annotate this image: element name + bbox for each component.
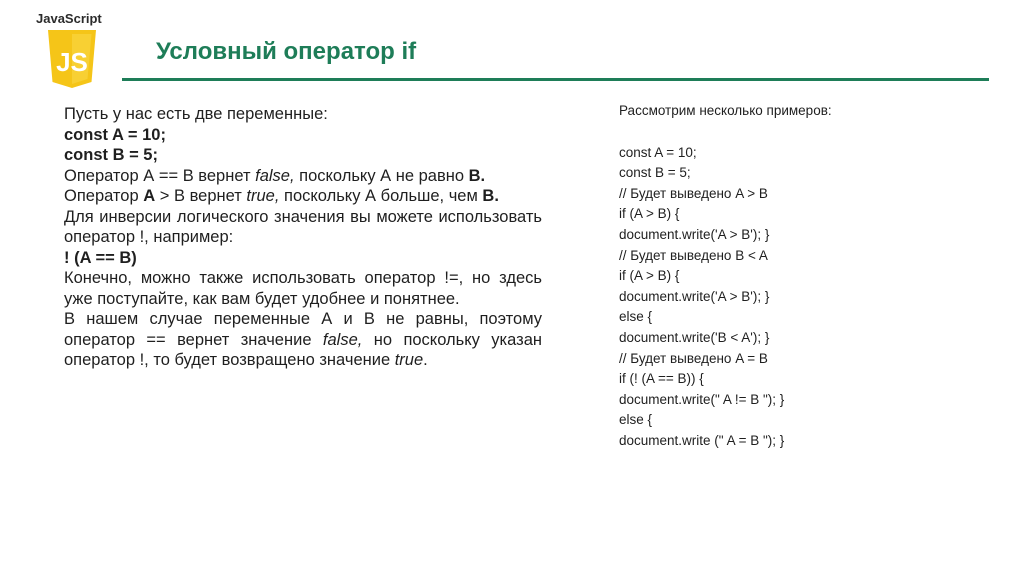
code-line: else { xyxy=(619,309,653,325)
negation-example-line xyxy=(64,248,542,269)
code-line: if (A > B) { xyxy=(619,268,680,284)
code-line: else { xyxy=(619,412,653,428)
case-true: true xyxy=(394,351,424,369)
code-line: if (A > B) { xyxy=(619,206,680,222)
page-title: Условный оператор if xyxy=(156,38,417,65)
equality-text: Оператор А == В вернет xyxy=(64,166,256,185)
logo-letters: JS xyxy=(56,47,88,77)
equality-b: В. xyxy=(468,166,486,185)
code-line: // Будет выведено A = B xyxy=(619,350,768,366)
equality-false: false, xyxy=(255,166,295,185)
alternative-text: Конечно, можно также использовать оператор !=, но здесь уже поступайте, как вам будет удобнее и понятнее. xyxy=(64,269,542,308)
examples-heading: Рассмотрим несколько примеров: xyxy=(619,103,832,118)
code-line: // Будет выведено B < A xyxy=(619,247,768,263)
equality-line xyxy=(64,166,542,187)
case-mid: но поскольку указан оператор !, то будет возвращено значение xyxy=(64,330,542,369)
code-line: document.write('B < A'); } xyxy=(619,329,770,345)
code-line: document.write('A > B'); } xyxy=(619,288,770,304)
equality-reason: поскольку А не равно xyxy=(294,166,469,185)
inversion-text: Для инверсии логического значения вы можете использовать оператор !, например: xyxy=(64,207,542,246)
greater-b: В. xyxy=(482,187,499,205)
code-line: if (! (A == B)) { xyxy=(619,371,704,387)
javascript-logo-icon xyxy=(46,28,98,90)
case-text xyxy=(64,309,542,371)
greater-true: true, xyxy=(246,187,280,205)
code-line: document.write(" A != B "); } xyxy=(619,391,785,407)
code-line: document.write('A > B'); } xyxy=(619,226,770,242)
greater-text: Оператор xyxy=(64,187,144,205)
logo-caption: JavaScript xyxy=(36,11,102,26)
const-b-code: const B = 5; xyxy=(64,146,158,164)
greater-op: > В вернет xyxy=(155,187,247,205)
const-a-code: const A = 10; xyxy=(64,125,166,144)
case-intro: В нашем случае переменные А и В не равны, поэтому оператор == вернет значение xyxy=(64,310,542,349)
case-false: false, xyxy=(322,330,363,349)
code-line: document.write (" A = B "); } xyxy=(619,432,785,448)
case-end: . xyxy=(423,351,428,369)
code-line: // Будет выведено A > B xyxy=(619,185,768,201)
greater-line xyxy=(64,186,542,207)
greater-reason: поскольку А больше, чем xyxy=(279,187,483,205)
title-underline xyxy=(122,78,989,81)
greater-a: А xyxy=(143,187,156,205)
const-b-line xyxy=(64,145,542,166)
spacer xyxy=(619,122,979,143)
code-line: const A = 10; xyxy=(619,144,697,160)
const-a-line xyxy=(64,125,542,146)
code-line: const B = 5; xyxy=(619,165,691,181)
right-column xyxy=(619,101,979,452)
intro-text: Пусть у нас есть две переменные: xyxy=(64,105,328,123)
negation-example: ! (A == B) xyxy=(64,248,137,267)
left-column xyxy=(64,104,542,371)
